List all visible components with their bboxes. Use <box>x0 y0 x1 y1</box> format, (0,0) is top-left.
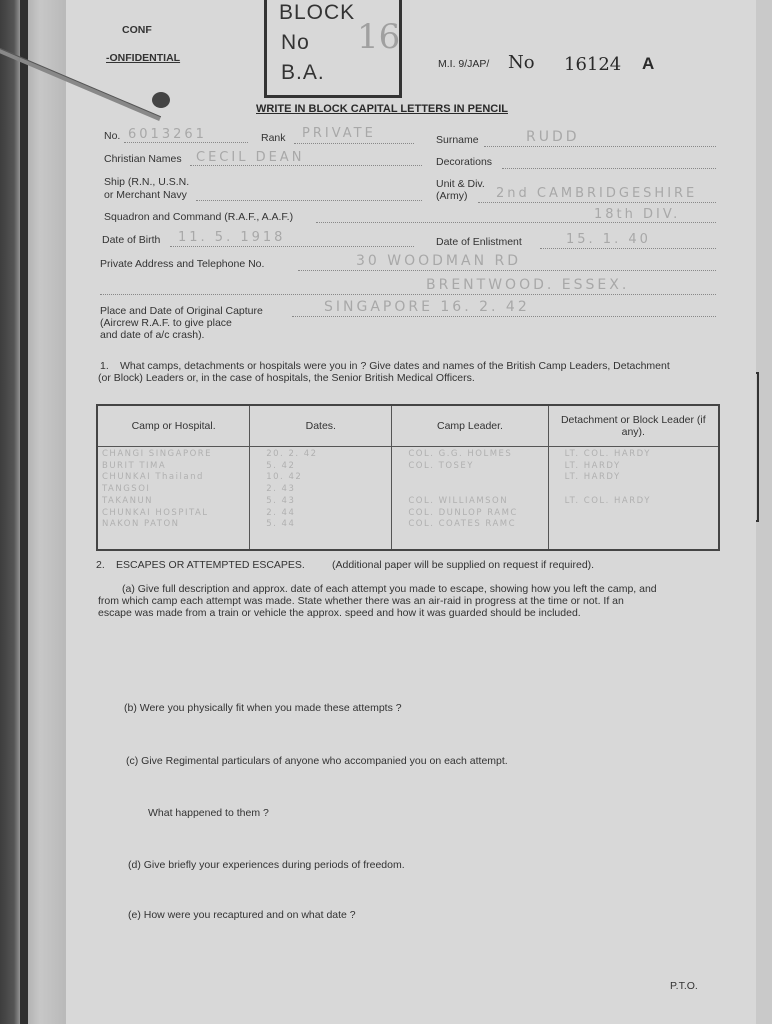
dob-label: Date of Birth <box>102 234 161 246</box>
date-entry: 10. 42 <box>266 472 303 483</box>
stamp-no-text: No <box>281 31 310 54</box>
surname-label: Surname <box>436 134 479 146</box>
camp-entry: CHUNKAI HOSPITAL <box>102 507 209 518</box>
address-value-2: BRENTWOOD. ESSEX. <box>426 277 630 293</box>
q1-text-1: What camps, detachments or hospitals were you in ? Give dates and names of the British Camp Leaders, Detachment <box>120 360 670 372</box>
pto-label: P.T.O. <box>670 980 698 992</box>
q2b-text: (b) Were you physically fit when you made these attempts ? <box>124 702 402 714</box>
address-line-1 <box>298 270 716 271</box>
q2d-text: (d) Give briefly your experiences during periods of freedom. <box>128 859 405 871</box>
unit-line <box>478 202 716 203</box>
q2-note: (Additional paper will be supplied on request if required). <box>332 559 595 571</box>
col-header-detachment: Detachment or Block Leader (if any). <box>548 405 719 447</box>
q2-number: 2. <box>96 559 105 571</box>
no-value: 6013261 <box>128 127 207 142</box>
leader-entry: COL. TOSEY <box>408 460 474 471</box>
leader-entry: COL. G.G. HOLMES <box>408 449 513 459</box>
q2-title: ESCAPES OR ATTEMPTED ESCAPES. <box>116 559 305 571</box>
ship-label-1: Ship (R.N., U.S.N. <box>104 176 190 188</box>
camp-column <box>97 447 250 551</box>
detachment-entry: LT. COL. HARDY <box>564 495 651 506</box>
camp-entry: CHUNKAI Thailand <box>102 472 204 483</box>
capture-line <box>292 316 716 317</box>
detachment-column <box>548 447 719 551</box>
capture-value: SINGAPORE 16. 2. 42 <box>324 299 530 315</box>
date-entry: 2. 43 <box>266 484 296 495</box>
q2e-text: (e) How were you recaptured and on what date ? <box>128 909 356 921</box>
christian-names-value: CECIL DEAN <box>196 150 305 165</box>
christian-names-label: Christian Names <box>104 153 182 165</box>
unit-label-2: (Army) <box>436 190 468 202</box>
camp-entry: CHANGI SINGAPORE <box>102 449 213 459</box>
dob-line <box>170 246 414 247</box>
squadron-label: Squadron and Command (R.A.F., A.A.F.) <box>104 211 294 223</box>
binding-knot <box>152 92 170 108</box>
camps-table-body <box>97 447 719 551</box>
leader-entry <box>408 472 543 484</box>
rank-line <box>294 143 414 144</box>
q2a-text-1: (a) Give full description and approx. date of each attempt you made to escape, showing how you left the camp, and <box>122 583 657 595</box>
q2a-text-3: escape was made from a train or vehicle the approx. speed and how it was guarded should be included. <box>98 607 581 619</box>
christian-names-line <box>190 165 422 166</box>
detachment-entry <box>565 484 714 496</box>
detachment-entry: LT. HARDY <box>564 472 621 483</box>
capture-label-1: Place and Date of Original Capture <box>100 305 263 317</box>
q1-text-2: (or Block) Leaders or, in the case of hospitals, the Senior British Medical Officers. <box>98 372 475 384</box>
binder-spine <box>20 0 28 1024</box>
stamp-handwritten-number: 16 <box>357 17 401 57</box>
leader-column <box>392 447 548 551</box>
leader-entry <box>408 484 543 496</box>
detachment-entry: LT. COL. HARDY <box>564 449 651 459</box>
enlistment-line <box>540 248 716 249</box>
stamp-ba-text: B.A. <box>281 61 325 84</box>
stamp-block-text: BLOCK <box>279 1 356 24</box>
date-entry: 5. 44 <box>266 519 296 530</box>
instruction-heading: WRITE IN BLOCK CAPITAL LETTERS IN PENCIL <box>256 103 508 115</box>
camps-table-header <box>97 405 719 447</box>
squadron-line <box>316 222 716 223</box>
col-header-dates: Dates. <box>250 405 392 447</box>
decorations-line <box>502 168 716 169</box>
address-label: Private Address and Telephone No. <box>100 258 265 270</box>
form-reference: M.I. 9/JAP/ <box>438 58 490 70</box>
no-label: No. <box>104 130 121 142</box>
block-stamp <box>264 0 402 98</box>
address-line-2 <box>100 294 716 295</box>
detachment-entry: LT. HARDY <box>564 460 621 471</box>
capture-label-3: and date of a/c crash). <box>100 329 205 341</box>
date-entry: 5. 43 <box>266 495 296 506</box>
questionnaire-page <box>66 0 756 1024</box>
no-line <box>124 142 248 143</box>
unit-value-1: 2nd CAMBRIDGESHIRE <box>496 186 698 201</box>
rank-value: PRIVATE <box>302 126 376 141</box>
surname-value: RUDD <box>526 129 580 145</box>
form-number: 16124 <box>564 54 622 75</box>
date-entry: 2. 44 <box>266 507 296 518</box>
address-value-1: 30 WOODMAN RD <box>356 253 522 269</box>
leader-entry: COL. COATES RAMC <box>408 519 517 530</box>
date-entry: 20. 2. 42 <box>266 449 318 459</box>
q2a-text-2: from which camp each attempt was made. State whether there was an air-raid in progress at the time or not. If an <box>98 595 624 607</box>
camp-entry: NAKON PATON <box>102 519 180 530</box>
q2c-sub-text: What happened to them ? <box>148 807 269 819</box>
leader-entry: COL. DUNLOP RAMC <box>408 507 518 518</box>
leader-entry: COL. WILLIAMSON <box>408 495 509 506</box>
q1-number: 1. <box>100 360 109 372</box>
enlistment-label: Date of Enlistment <box>436 236 522 248</box>
camp-entry: TANGSOI <box>102 484 151 495</box>
rank-label: Rank <box>261 132 286 144</box>
unit-value-2: 18th DIV. <box>594 207 681 222</box>
ship-label-2: or Merchant Navy <box>104 189 187 201</box>
date-entry: 5. 42 <box>266 460 296 471</box>
ship-line <box>196 200 422 201</box>
camps-table <box>96 404 720 551</box>
confidential-label: -ONFIDENTIAL <box>106 52 181 64</box>
form-no-label: No <box>508 52 535 73</box>
enlistment-value: 15. 1. 40 <box>566 232 651 247</box>
camp-entry: TAKANUN <box>102 495 154 506</box>
col-header-leader: Camp Leader. <box>392 405 548 447</box>
col-header-camp: Camp or Hospital. <box>97 405 250 447</box>
camp-entry: BURIT TIMA <box>102 460 167 471</box>
decorations-label: Decorations <box>436 156 493 168</box>
surname-line <box>484 146 716 147</box>
dob-value: 11. 5. 1918 <box>178 230 286 245</box>
dates-column <box>250 447 392 551</box>
confidential-top: CONF <box>122 24 152 36</box>
form-suffix: A <box>642 54 655 73</box>
q2c-text: (c) Give Regimental particulars of anyone who accompanied you on each attempt. <box>126 755 508 767</box>
capture-label-2: (Aircrew R.A.F. to give place <box>100 317 232 329</box>
unit-label-1: Unit & Div. <box>436 178 485 190</box>
